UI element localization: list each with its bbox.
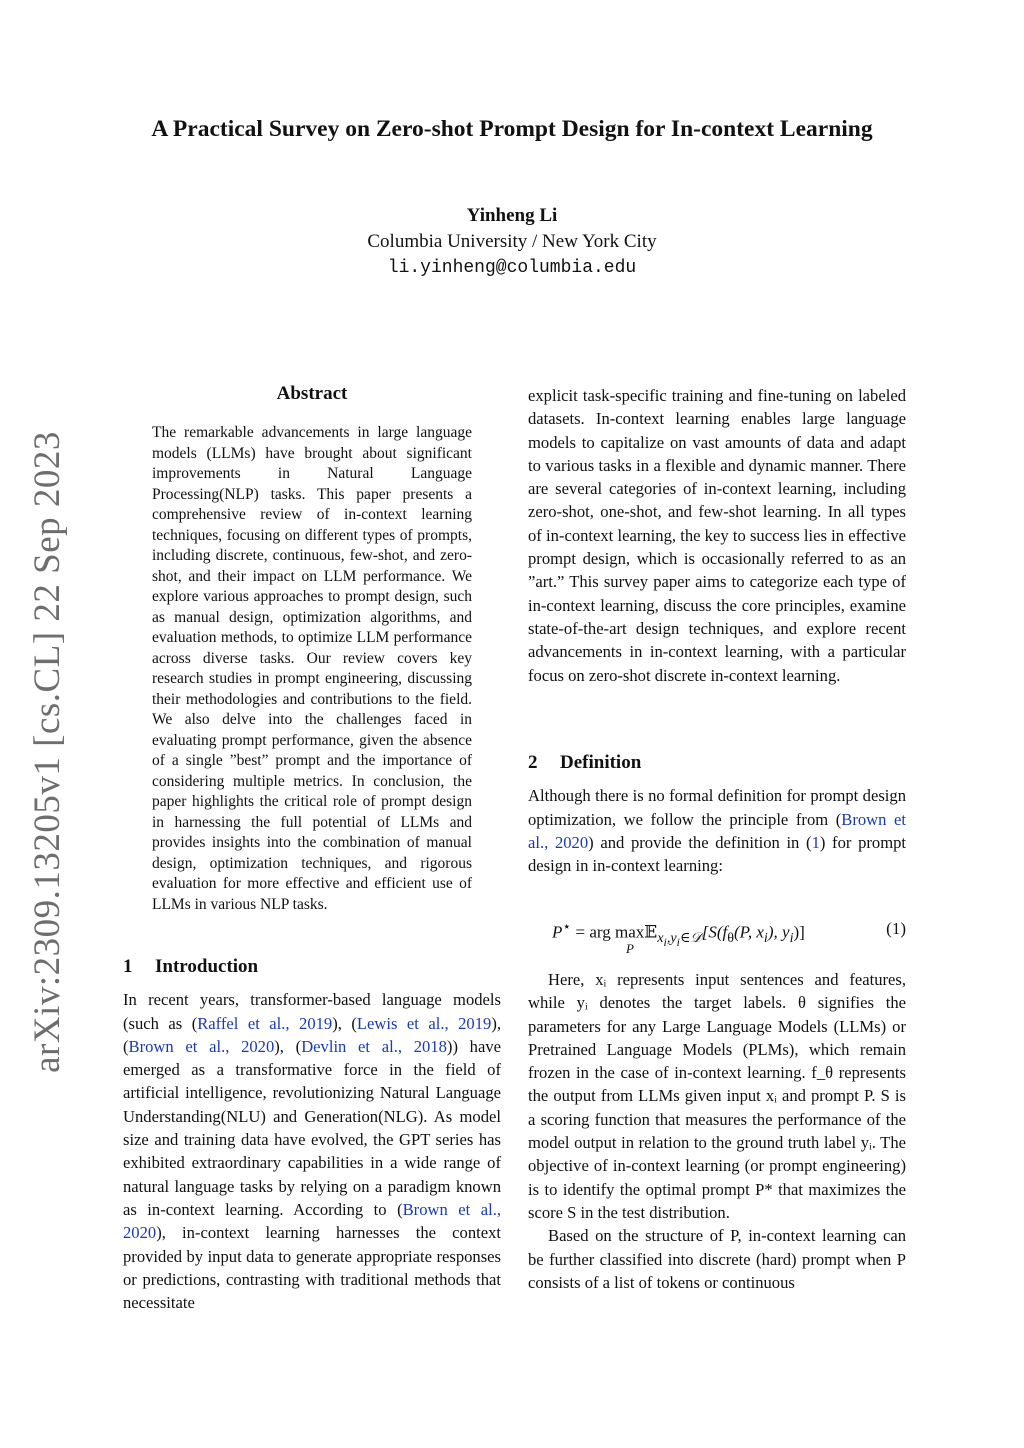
section-number: 1 (123, 956, 133, 977)
equation-body: P⋆ = arg $\max 𝔼_{x_i,y_i\in 𝒟}[S(f_\theta(P$, $x_i$), $y_i$)] (552, 919, 805, 949)
equation-argmax-subscript: P (626, 941, 634, 956)
citation-link[interactable]: Raffel et al., 2019 (197, 1013, 333, 1033)
equation-1 (528, 917, 906, 963)
citation-link[interactable]: Lewis et al., 2019 (356, 1013, 492, 1033)
definition-paragraph: Although there is no formal definition for prompt design optimization, we follow the principle from (Brown et al., 2020) and provide the definition in (1) for prompt design in in-context learning: (528, 786, 907, 876)
definition-continued (528, 968, 906, 1294)
introduction-paragraph-continued: explicit task-specific training and fine-tuning on labeled datasets. In-context learning enables large language models to capitalize on vast amounts of data and adapt to various tasks in a flexible and dynamic manner. There are several categories of in-context learning, including zero-shot, one-shot, and few-shot learning. In all types of in-context learning, the key to success lies in effective prompt design, which is occasionally referred to as an ”art.” This survey paper aims to categorize each type of in-context learning, discuss the core principles, examine state-of-the-art design techniques, and explore recent advancements in in-context learning, with a particular focus on zero-shot discrete in-context learning. (528, 386, 906, 685)
definition-heading (528, 751, 906, 774)
abstract-heading: Abstract (276, 383, 348, 404)
abstract-text: The remarkable advancements in large language models (LLMs) have brought about significant improvements in Natural Language Processing(NLP) tasks. This paper presents a comprehensive review of in-context learning techniques, focusing on different types of prompts, including discrete, continuous, few-shot, and zero-shot, and their impact on LLM performance. We explore various approaches to prompt design, such as manual design, optimization algorithms, and evaluation methods, to optimize LLM performance across diverse tasks. Our review covers key research studies in prompt engineering, discussing their methodologies and contributions to the field. We also delve into the challenges faced in evaluating prompt performance, given the absence of a single ”best” prompt and the importance of considering multiple metrics. In conclusion, the paper highlights the critical role of prompt design in harnessing the full potential of LLMs and provides insights into the combination of manual design, optimization techniques, and rigorous evaluation for more effective and efficient use of LLMs in various NLP tasks. (152, 424, 472, 913)
author-email[interactable]: li.yinheng@columbia.edu (387, 258, 637, 278)
author-name: Yinheng Li (466, 205, 558, 226)
introduction-heading (123, 955, 501, 978)
definition-paragraph-2: Here, xᵢ represents input sentences and features, while yᵢ denotes the target labels. θ signifies the parameters for any Large Language Models (LLMs) or Pretrained Language Models (PLMs), which remain frozen in the case of in-context learning. f_θ represents the output from LLMs given input xᵢ and prompt P. S is a scoring function that measures the performance of the model output in relation to the ground truth label yᵢ. The objective of in-context learning (or prompt engineering) is to identify the optimal prompt P* that maximizes the score S in the test distribution. (528, 970, 906, 1222)
equation-number: (1) (886, 919, 906, 938)
definition-section (528, 751, 906, 877)
introduction-section (123, 955, 501, 1314)
definition-paragraph-3: Based on the structure of P, in-context learning can be further classified into discrete (hard) prompt when P consists of a list of tokens or continuous (528, 1226, 906, 1292)
arxiv-identifier-stamp: arXiv:2309.13205v1 [cs.CL] 22 Sep 2023 (27, 431, 68, 1073)
section-title: Definition (560, 752, 642, 773)
author-affiliation: Columbia University / New York City (367, 231, 657, 252)
paper-title: A Practical Survey on Zero-shot Prompt Design for In-context Learning (151, 116, 873, 142)
author-block (0, 203, 1024, 281)
section-number: 2 (528, 752, 538, 773)
introduction-paragraph: In recent years, transformer-based language models (such as (Raffel et al., 2019), (Lewis et al., 2019), (Brown et al., 2020), (Devlin et al., 2018)) have emerged as a transformative force in the field of artificial intelligence, revolutionizing Natural Language Understanding(NLU) and Generation(NLG). As model size and training data have evolved, the GPT series has exhibited extraordinary capabilities in a wide range of natural language tasks by relying on a paradigm known as in-context learning. According to (Brown et al., 2020), in-context learning harnesses the context provided by input data to generate appropriate responses or predictions, contrasting with traditional methods that necessitate (123, 990, 502, 1313)
citation-link[interactable]: Brown et al., 2020 (123, 1199, 501, 1243)
section-title: Introduction (155, 956, 259, 977)
introduction-continued (528, 384, 906, 687)
citation-link[interactable]: Devlin et al., 2018 (301, 1036, 447, 1056)
equation-reference-link[interactable]: 1 (811, 832, 820, 852)
citation-link[interactable]: Brown et al., 2020 (528, 809, 907, 852)
citation-link[interactable]: Brown et al., 2020 (128, 1036, 275, 1056)
